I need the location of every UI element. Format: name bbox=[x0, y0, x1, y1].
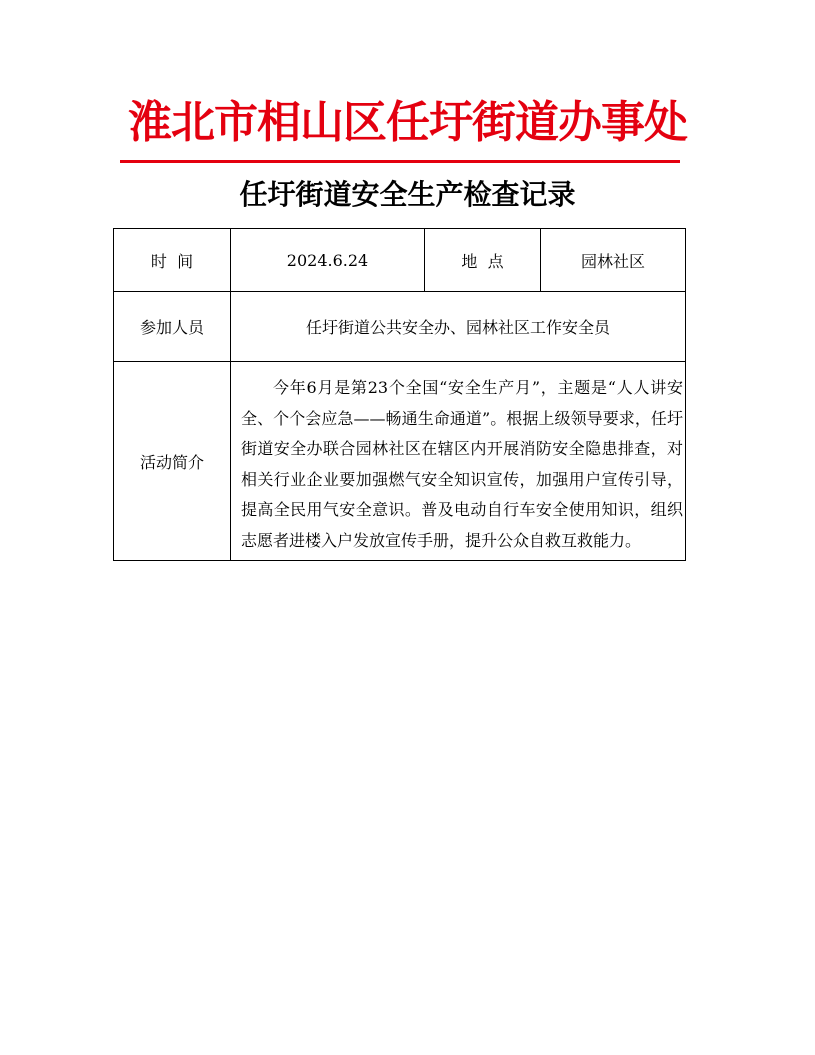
summary-label: 活动简介 bbox=[114, 362, 231, 561]
inspection-record-table bbox=[113, 228, 686, 561]
table-row-summary bbox=[114, 362, 686, 561]
summary-cell bbox=[231, 362, 686, 561]
table-row-time-location bbox=[114, 229, 686, 292]
location-label: 地 点 bbox=[425, 229, 541, 292]
summary-text: 今年6月是第23个全国“安全生产月”，主题是“人人讲安全、个个会应急——畅通生命通道”。根据上级领导要求，任圩街道安全办联合园林社区在辖区内开展消防安全隐患排查，对相关行业企业要加强燃气安全知识宣传，加强用户宣传引导，提高全民用气安全意识。普及电动自行车安全使用知识，组织志愿者进楼入户发放宣传手册，提升公众自救互救能力。 bbox=[241, 378, 683, 550]
red-divider-line bbox=[120, 160, 680, 163]
organization-masthead: 淮北市相山区任圩街道办事处 bbox=[128, 97, 687, 148]
time-label: 时 间 bbox=[114, 229, 231, 292]
document-title: 任圩街道安全生产检查记录 bbox=[239, 178, 576, 211]
table-row-participants bbox=[114, 292, 686, 362]
participants-value: 任圩街道公共安全办、园林社区工作安全员 bbox=[231, 292, 686, 362]
time-value: 2024.6.24 bbox=[231, 229, 425, 292]
participants-label: 参加人员 bbox=[114, 292, 231, 362]
location-value: 园林社区 bbox=[541, 229, 686, 292]
